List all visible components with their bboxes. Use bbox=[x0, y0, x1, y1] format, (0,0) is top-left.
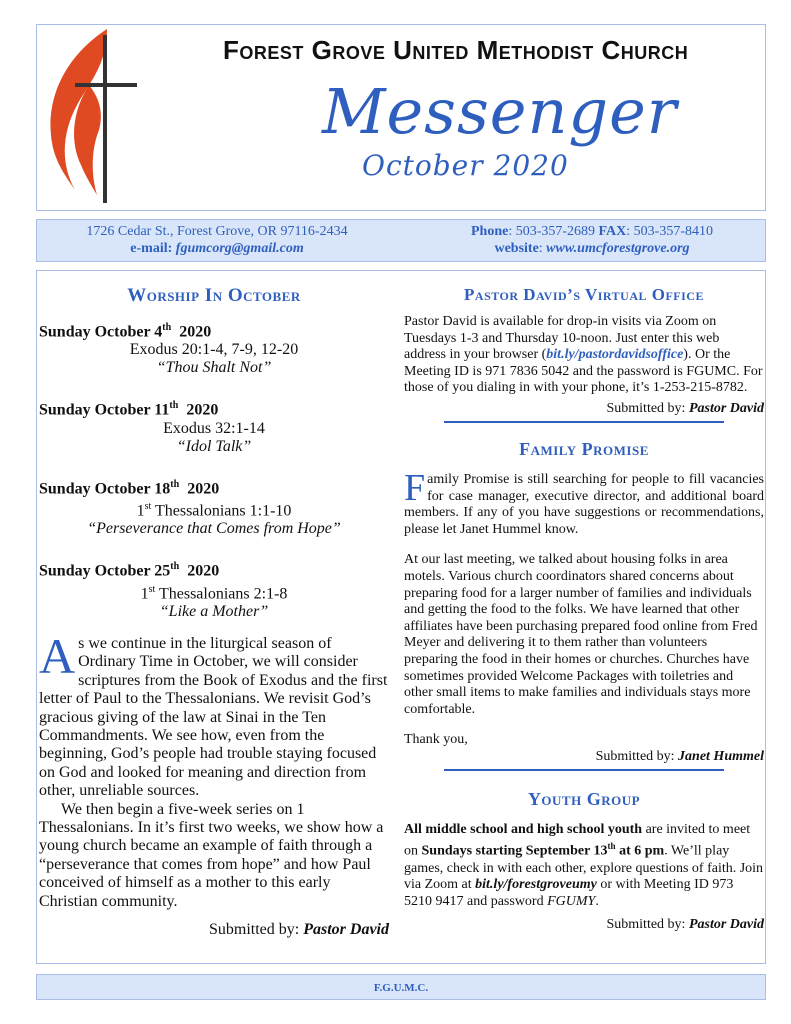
service-sermon-title: “Like a Mother” bbox=[159, 602, 269, 620]
divider bbox=[444, 769, 724, 771]
website-label: website bbox=[494, 241, 539, 256]
youth-group-submitted: Submitted by: Pastor David bbox=[606, 916, 764, 932]
service-item bbox=[39, 397, 389, 455]
website-link[interactable]: www.umcforestgrove.org bbox=[546, 241, 690, 256]
phone-number: 503-357-2689 bbox=[515, 224, 596, 239]
service-item bbox=[39, 319, 389, 377]
service-scripture: Exodus 20:1-4, 7-9, 12-20 bbox=[129, 341, 299, 359]
phone-line: Phone: 503-357-2689 FAX: 503-357-8410 bbox=[470, 224, 713, 239]
content-area bbox=[36, 270, 766, 964]
office-link[interactable]: bit.ly/pastordavidsoffice bbox=[546, 347, 684, 363]
service-item bbox=[39, 558, 389, 621]
youth-group-title: Youth Group bbox=[527, 788, 641, 809]
family-promise-title: Family Promise bbox=[519, 438, 649, 459]
cross-and-flame-icon bbox=[37, 25, 147, 210]
service-scripture: 1st Thessalonians 2:1-8 bbox=[140, 583, 288, 602]
service-date: Sunday October 18th 2020 bbox=[39, 478, 220, 497]
fax-label: FAX bbox=[598, 224, 627, 239]
virtual-office-title: Pastor David’s Virtual Office bbox=[464, 285, 704, 304]
service-scripture: 1st Thessalonians 1:1-10 bbox=[136, 500, 292, 520]
service-scripture: Exodus 32:1-14 bbox=[163, 419, 265, 437]
newsletter-title: Messenger bbox=[322, 75, 678, 148]
phone-label: Phone bbox=[470, 224, 509, 239]
divider bbox=[444, 421, 724, 423]
family-promise-submitted: Submitted by: Janet Hummel bbox=[595, 748, 764, 764]
family-promise-thanks: Thank you, bbox=[404, 732, 468, 748]
contact-left bbox=[37, 223, 397, 257]
right-column bbox=[404, 285, 764, 933]
family-promise-paragraph-1: Family Promise is still searching for people to fill vacancies for case manager, executive director, and additional board members. If any of you have suggestions or recommendations, please let Janet Hummel know. bbox=[404, 466, 764, 537]
service-sermon-title: “Thou Shalt Not” bbox=[156, 359, 272, 377]
worship-column bbox=[39, 285, 389, 939]
service-sermon-title: “Idol Talk” bbox=[176, 437, 252, 455]
website-line: website: www.umcforestgrove.org bbox=[494, 241, 690, 256]
service-date: Sunday October 11th 2020 bbox=[39, 400, 219, 419]
drop-cap: F bbox=[404, 466, 426, 509]
youth-zoom-link[interactable]: bit.ly/forestgroveumy bbox=[475, 877, 597, 893]
address: 1726 Cedar St., Forest Grove, OR 97116-2434 bbox=[86, 224, 348, 239]
worship-paragraph-2: We then begin a five-week series on 1 Thessalonians. In it’s first two weeks, we show how a young church became an example of faith through a “perseverance that comes from hope” and how Paul conceived of himself as a mother to this early Christian community. bbox=[39, 800, 384, 910]
worship-title: Worship In October bbox=[127, 285, 301, 306]
service-date: Sunday October 4th 2020 bbox=[39, 322, 212, 341]
issue-date: October 2020 bbox=[362, 149, 569, 182]
worship-submitted: Submitted by: Pastor David bbox=[208, 921, 389, 939]
email-line: e-mail: fgumcorg@gmail.com bbox=[130, 241, 304, 256]
youth-group-text: All middle school and high school youth are invited to meet on Sundays starting September 13th at 6 pm. We’ll play games, check in with each other, explore questions of faith. Join via Zoom at bit.ly/forestgroveumy or with Meeting ID 973 5210 9417 and password FGUMY. bbox=[404, 821, 764, 909]
fax-number: 503-357-8410 bbox=[633, 224, 713, 239]
family-promise-paragraph-2: At our last meeting, we talked about housing folks in area motels. Various church coordinators shared concerns about preparing food for a larger number of families and individuals and getting the food to the folks. We have learned that other affiliates have been purchasing prepared food online from Fred Meyer and delivering it to them rather than volunteers preparing the food in their homes or churches. Churches have sometimes provided Welcome Packages with toiletries and other small items to make families and individuals stays more comfortable. bbox=[404, 552, 758, 717]
contact-bar bbox=[36, 219, 766, 262]
service-item bbox=[39, 476, 389, 539]
footer: F.G.U.M.C. bbox=[36, 974, 766, 1000]
email-link[interactable]: fgumcorg@gmail.com bbox=[175, 241, 304, 256]
worship-paragraph-1: As we continue in the liturgical season of Ordinary Time in October, we will consider scriptures from the Book of Exodus and the first letter of Paul to the Thessalonians. We revisit God’s gracious giving of the law at Sinai in the Ten Commandments. We see how, even from the beginning, God’s people had trouble staying focused on God and looked for meaning and direction from other, unreliable sources. bbox=[39, 627, 388, 800]
masthead bbox=[36, 24, 766, 211]
service-sermon-title: “Perseverance that Comes from Hope” bbox=[87, 520, 341, 538]
church-name: Forest Grove United Methodist Church bbox=[223, 35, 689, 65]
virtual-office-text: Pastor David is available for drop-in visits via Zoom on Tuesdays 1-3 and Thursday 10-noon. Just enter this web address in your browser (bit.ly/pastordavidsoffice). Or the Meeting ID is 971 7836 5042 and the password is FGUMC. For those of you dialing in with your phone, it’s 1-253-215-8782. bbox=[404, 314, 763, 396]
contact-right bbox=[417, 223, 767, 257]
drop-cap: A bbox=[39, 627, 76, 684]
virtual-office-submitted: Submitted by: Pastor David bbox=[606, 400, 764, 416]
service-date: Sunday October 25th 2020 bbox=[39, 561, 220, 580]
email-label: e-mail bbox=[130, 241, 168, 256]
